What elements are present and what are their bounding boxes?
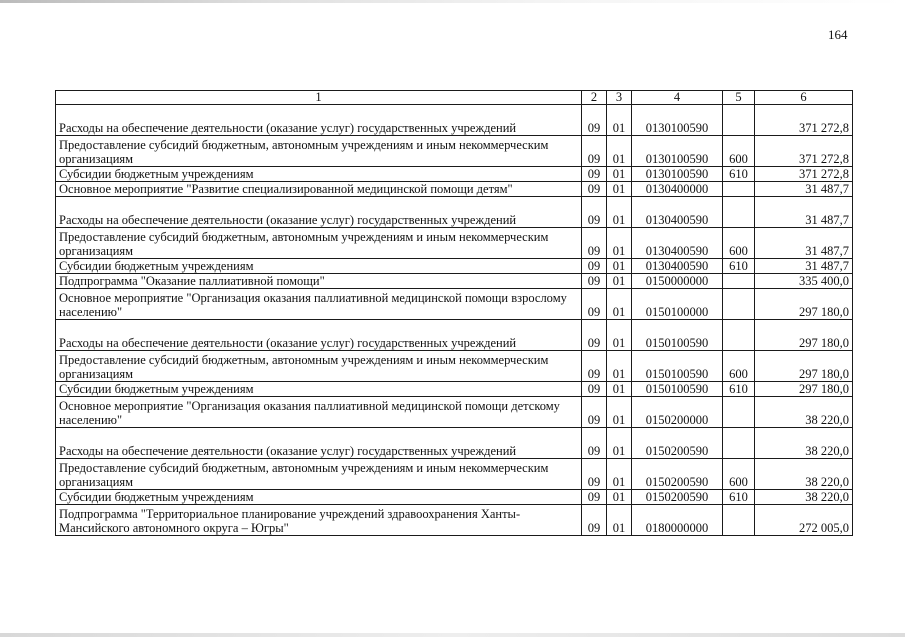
row-amount-cell: 31 487,7 [755,197,853,228]
row-section-cell: 09 [582,136,607,167]
row-subsection-cell: 01 [607,490,632,505]
column-header: 5 [723,91,755,105]
table-row [56,167,853,182]
row-target-code-cell: 0150100590 [632,382,723,397]
row-expense-type-cell: 610 [723,382,755,397]
row-target-code-cell: 0130400000 [632,182,723,197]
row-amount-cell: 297 180,0 [755,320,853,351]
row-subsection-cell: 01 [607,320,632,351]
scan-edge-top [0,0,905,3]
row-section-cell: 09 [582,259,607,274]
row-name-cell: Предоставление субсидий бюджетным, автономным учреждениям и иным некоммерческим организациям [56,136,582,167]
table-row [56,289,853,320]
row-subsection-cell: 01 [607,289,632,320]
row-name-cell: Субсидии бюджетным учреждениям [56,167,582,182]
table-row [56,136,853,167]
row-target-code-cell: 0130100590 [632,105,723,136]
table-row [56,228,853,259]
row-section-cell: 09 [582,228,607,259]
row-amount-cell: 38 220,0 [755,428,853,459]
table-row [56,274,853,289]
row-target-code-cell: 0130100590 [632,167,723,182]
row-subsection-cell: 01 [607,382,632,397]
row-target-code-cell: 0130100590 [632,136,723,167]
row-name-cell: Основное мероприятие "Организация оказания паллиативной медицинской помощи детскому населению" [56,397,582,428]
row-subsection-cell: 01 [607,167,632,182]
row-amount-cell: 297 180,0 [755,351,853,382]
row-amount-cell: 38 220,0 [755,397,853,428]
table-row [56,182,853,197]
row-amount-cell: 297 180,0 [755,382,853,397]
row-expense-type-cell: 600 [723,136,755,167]
row-amount-cell: 371 272,8 [755,167,853,182]
row-expense-type-cell: 600 [723,228,755,259]
row-subsection-cell: 01 [607,428,632,459]
row-section-cell: 09 [582,382,607,397]
row-target-code-cell: 0150200590 [632,428,723,459]
row-target-code-cell: 0150000000 [632,274,723,289]
row-subsection-cell: 01 [607,228,632,259]
table-row [56,490,853,505]
row-section-cell: 09 [582,289,607,320]
row-target-code-cell: 0150100590 [632,351,723,382]
table-row [56,351,853,382]
column-header: 3 [607,91,632,105]
row-subsection-cell: 01 [607,259,632,274]
row-section-cell: 09 [582,320,607,351]
row-subsection-cell: 01 [607,397,632,428]
row-name-cell: Подпрограмма "Территориальное планирование учреждений здравоохранения Ханты-Мансийского автономного округа – Югры" [56,505,582,536]
row-name-cell: Основное мероприятие "Развитие специализированной медицинской помощи детям" [56,182,582,197]
row-target-code-cell: 0130400590 [632,228,723,259]
row-expense-type-cell [723,428,755,459]
row-name-cell: Субсидии бюджетным учреждениям [56,490,582,505]
row-name-cell: Расходы на обеспечение деятельности (оказание услуг) государственных учреждений [56,428,582,459]
row-amount-cell: 38 220,0 [755,490,853,505]
column-header: 1 [56,91,582,105]
row-target-code-cell: 0150200590 [632,459,723,490]
row-section-cell: 09 [582,167,607,182]
row-subsection-cell: 01 [607,136,632,167]
row-target-code-cell: 0130400590 [632,197,723,228]
column-header: 4 [632,91,723,105]
row-section-cell: 09 [582,459,607,490]
row-subsection-cell: 01 [607,274,632,289]
row-expense-type-cell [723,289,755,320]
row-name-cell: Субсидии бюджетным учреждениям [56,382,582,397]
row-name-cell: Расходы на обеспечение деятельности (оказание услуг) государственных учреждений [56,105,582,136]
row-section-cell: 09 [582,197,607,228]
page-number: 164 [828,27,848,42]
scan-edge-bottom [0,633,905,637]
table-row [56,382,853,397]
table-header-row [56,91,853,105]
row-amount-cell: 31 487,7 [755,182,853,197]
row-expense-type-cell: 610 [723,259,755,274]
row-target-code-cell: 0130400590 [632,259,723,274]
row-section-cell: 09 [582,428,607,459]
table-row [56,459,853,490]
row-amount-cell: 31 487,7 [755,259,853,274]
row-name-cell: Расходы на обеспечение деятельности (оказание услуг) государственных учреждений [56,320,582,351]
table-row [56,428,853,459]
budget-table [55,90,853,536]
column-header: 6 [755,91,853,105]
row-subsection-cell: 01 [607,182,632,197]
row-amount-cell: 371 272,8 [755,105,853,136]
row-amount-cell: 335 400,0 [755,274,853,289]
table-row [56,505,853,536]
row-section-cell: 09 [582,182,607,197]
row-amount-cell: 31 487,7 [755,228,853,259]
row-expense-type-cell: 600 [723,459,755,490]
row-target-code-cell: 0150200000 [632,397,723,428]
row-section-cell: 09 [582,505,607,536]
row-section-cell: 09 [582,490,607,505]
row-expense-type-cell [723,182,755,197]
row-subsection-cell: 01 [607,505,632,536]
row-target-code-cell: 0150200590 [632,490,723,505]
table-row [56,259,853,274]
table-row [56,197,853,228]
row-expense-type-cell: 600 [723,351,755,382]
row-name-cell: Подпрограмма "Оказание паллиативной помощи" [56,274,582,289]
row-expense-type-cell [723,274,755,289]
row-name-cell: Предоставление субсидий бюджетным, автономным учреждениям и иным некоммерческим организациям [56,351,582,382]
row-name-cell: Субсидии бюджетным учреждениям [56,259,582,274]
column-header: 2 [582,91,607,105]
row-subsection-cell: 01 [607,105,632,136]
row-target-code-cell: 0180000000 [632,505,723,536]
row-expense-type-cell: 610 [723,490,755,505]
row-expense-type-cell [723,505,755,536]
row-section-cell: 09 [582,351,607,382]
row-name-cell: Предоставление субсидий бюджетным, автономным учреждениям и иным некоммерческим организациям [56,459,582,490]
row-amount-cell: 371 272,8 [755,136,853,167]
row-subsection-cell: 01 [607,197,632,228]
row-subsection-cell: 01 [607,351,632,382]
row-expense-type-cell: 610 [723,167,755,182]
row-amount-cell: 297 180,0 [755,289,853,320]
row-section-cell: 09 [582,397,607,428]
row-name-cell: Основное мероприятие "Организация оказания паллиативной медицинской помощи взрослому населению" [56,289,582,320]
row-amount-cell: 38 220,0 [755,459,853,490]
row-amount-cell: 272 005,0 [755,505,853,536]
row-target-code-cell: 0150100590 [632,320,723,351]
table-row [56,397,853,428]
row-section-cell: 09 [582,274,607,289]
row-expense-type-cell [723,105,755,136]
table-row [56,105,853,136]
row-subsection-cell: 01 [607,459,632,490]
row-expense-type-cell [723,320,755,351]
row-target-code-cell: 0150100000 [632,289,723,320]
table-row [56,320,853,351]
row-name-cell: Расходы на обеспечение деятельности (оказание услуг) государственных учреждений [56,197,582,228]
row-expense-type-cell [723,397,755,428]
row-expense-type-cell [723,197,755,228]
row-section-cell: 09 [582,105,607,136]
row-name-cell: Предоставление субсидий бюджетным, автономным учреждениям и иным некоммерческим организациям [56,228,582,259]
